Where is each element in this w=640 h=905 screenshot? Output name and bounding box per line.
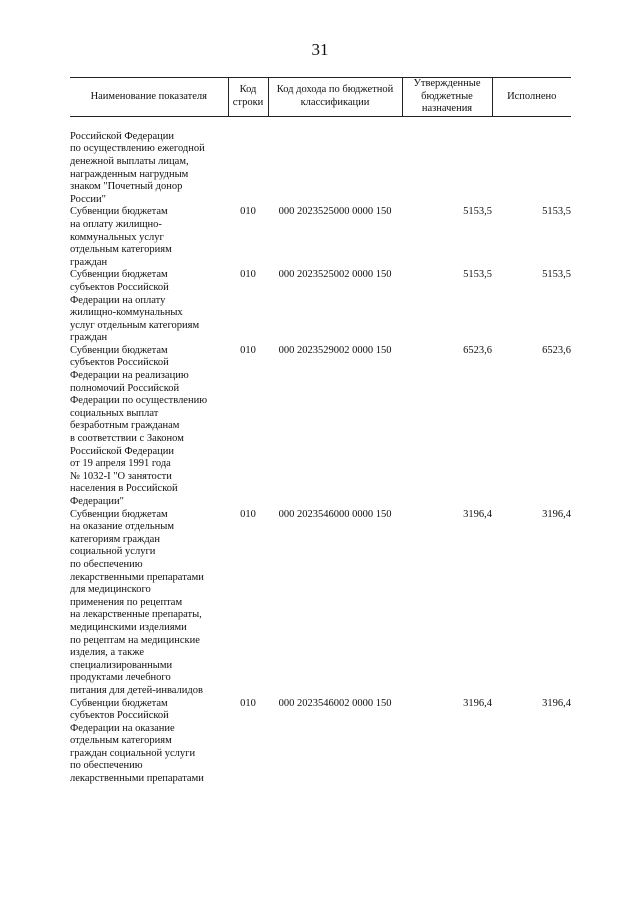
- indicator-name-line: по рецептам на медицинские: [70, 634, 200, 646]
- table-row: [70, 509, 571, 698]
- executed-amount-cell: 5153,5: [542, 269, 571, 281]
- indicator-name-line: награжденным нагрудным: [70, 168, 189, 180]
- indicator-name-line: жилищно-коммунальных: [70, 307, 183, 319]
- row-code-cell: 010: [240, 206, 256, 218]
- table-body: [70, 116, 571, 785]
- income-code-cell: 000 2023525000 0000 150: [278, 206, 392, 218]
- indicator-name-line: Федерации": [70, 496, 124, 507]
- indicator-name-line: на оплату жилищно-: [70, 218, 162, 230]
- indicator-name-line: социальных выплат: [70, 407, 159, 419]
- row-code-cell: [228, 131, 268, 207]
- indicator-name-line: граждан: [70, 256, 108, 268]
- header-spacer: [70, 116, 571, 131]
- indicator-name-line: применения по рецептам: [70, 596, 183, 608]
- indicator-name-line: полномочий Российской: [70, 382, 180, 394]
- approved-amount-cell: 5153,5: [463, 206, 492, 218]
- indicator-name-line: на оказание отдельным: [70, 521, 175, 533]
- indicator-name-line: граждан социальной услуги: [70, 747, 196, 759]
- table-row: [70, 206, 571, 269]
- indicator-name-line: субъектов Российской: [70, 710, 169, 722]
- indicator-name-cell: [70, 269, 228, 345]
- indicator-name-cell: [70, 509, 228, 698]
- indicator-name-line: Федерации по осуществлению: [70, 395, 208, 407]
- header-kbk: Код дохода по бюджетной классификации: [268, 78, 402, 117]
- income-code-cell: [268, 131, 402, 207]
- executed-amount-cell: 3196,4: [542, 508, 571, 520]
- indicator-name-line: субъектов Российской: [70, 357, 169, 369]
- row-code-cell: 010: [240, 697, 256, 709]
- indicator-name-line: Федерации на оплату: [70, 294, 166, 306]
- indicator-name-cell: [70, 206, 228, 269]
- indicator-name-line: Федерации на оказание: [70, 722, 175, 734]
- indicator-name-line: медицинскими изделиями: [70, 621, 187, 633]
- indicator-name-line: субъектов Российской: [70, 281, 169, 293]
- table-row: [70, 269, 571, 345]
- indicator-name-line: граждан: [70, 332, 108, 344]
- table-row: [70, 698, 571, 786]
- indicator-name-line: по обеспечению: [70, 760, 143, 772]
- indicator-name-line: России": [70, 193, 106, 205]
- indicator-name-line: питания для детей-инвалидов: [70, 684, 203, 696]
- indicator-name-line: коммунальных услуг: [70, 231, 164, 243]
- indicator-name-line: населения в Российской: [70, 483, 178, 495]
- header-approved: Утвержденные бюджетные назначения: [402, 78, 492, 117]
- indicator-name-line: безработным гражданам: [70, 420, 180, 432]
- income-code-cell: 000 2023525002 0000 150: [278, 269, 392, 281]
- table-row: [70, 131, 571, 207]
- indicator-name-line: на лекарственные препараты,: [70, 609, 202, 621]
- indicator-name-line: социальной услуги: [70, 546, 156, 558]
- indicator-name-line: Субвенции бюджетам: [70, 269, 168, 281]
- indicator-name-line: по обеспечению: [70, 558, 143, 570]
- indicator-name-line: Субвенции бюджетам: [70, 697, 168, 709]
- executed-amount-cell: 3196,4: [542, 697, 571, 709]
- income-code-cell: 000 2023529002 0000 150: [278, 344, 392, 356]
- page-number: 31: [311, 40, 329, 59]
- indicator-name-line: отдельным категориям: [70, 735, 172, 747]
- executed-amount-cell: 6523,6: [542, 344, 571, 356]
- indicator-name-line: продуктами лечебного: [70, 672, 171, 684]
- indicator-name-line: специализированными: [70, 659, 173, 671]
- executed-amount-cell: [492, 131, 571, 207]
- indicator-name-line: категориям граждан: [70, 533, 160, 545]
- indicator-name-line: Российской Федерации: [70, 130, 174, 142]
- indicator-name-line: по осуществлению ежегодной: [70, 143, 205, 155]
- indicator-name-cell: [70, 345, 228, 509]
- indicator-name-line: № 1032-I "О занятости: [70, 470, 172, 482]
- row-code-cell: 010: [240, 508, 256, 520]
- indicator-name-line: Федерации на реализацию: [70, 370, 189, 382]
- header-name: Наименование показателя: [70, 78, 228, 117]
- indicator-name-line: в соответствии с Законом: [70, 433, 184, 445]
- executed-amount-cell: 5153,5: [542, 206, 571, 218]
- approved-amount-cell: [402, 131, 492, 207]
- indicator-name-cell: [70, 131, 228, 207]
- budget-report-table: [70, 77, 571, 786]
- indicator-name-line: лекарственными препаратами: [70, 571, 204, 583]
- table-row: [70, 345, 571, 509]
- indicator-name-line: услуг отдельным категориям: [70, 319, 200, 331]
- indicator-name-line: лекарственными препаратами: [70, 773, 204, 785]
- indicator-name-line: отдельным категориям: [70, 244, 172, 256]
- indicator-name-line: Субвенции бюджетам: [70, 344, 168, 356]
- approved-amount-cell: 5153,5: [463, 269, 492, 281]
- indicator-name-line: знаком "Почетный донор: [70, 181, 183, 193]
- income-code-cell: 000 2023546002 0000 150: [278, 697, 392, 709]
- income-code-cell: 000 2023546000 0000 150: [278, 508, 392, 520]
- indicator-name-line: денежной выплаты лицам,: [70, 155, 189, 167]
- approved-amount-cell: 3196,4: [463, 508, 492, 520]
- header-executed: Исполнено: [492, 78, 571, 117]
- row-code-cell: 010: [240, 269, 256, 281]
- table-header: [70, 78, 571, 117]
- approved-amount-cell: 6523,6: [463, 344, 492, 356]
- indicator-name-line: для медицинского: [70, 584, 151, 596]
- indicator-name-cell: [70, 698, 228, 786]
- approved-amount-cell: 3196,4: [463, 697, 492, 709]
- indicator-name-line: Субвенции бюджетам: [70, 206, 168, 218]
- indicator-name-line: изделия, а также: [70, 647, 145, 659]
- header-row: [70, 78, 571, 117]
- header-code: Код строки: [228, 78, 268, 117]
- indicator-name-line: Субвенции бюджетам: [70, 508, 168, 520]
- indicator-name-line: Российской Федерации: [70, 445, 174, 457]
- row-code-cell: 010: [240, 344, 256, 356]
- indicator-name-line: от 19 апреля 1991 года: [70, 458, 171, 470]
